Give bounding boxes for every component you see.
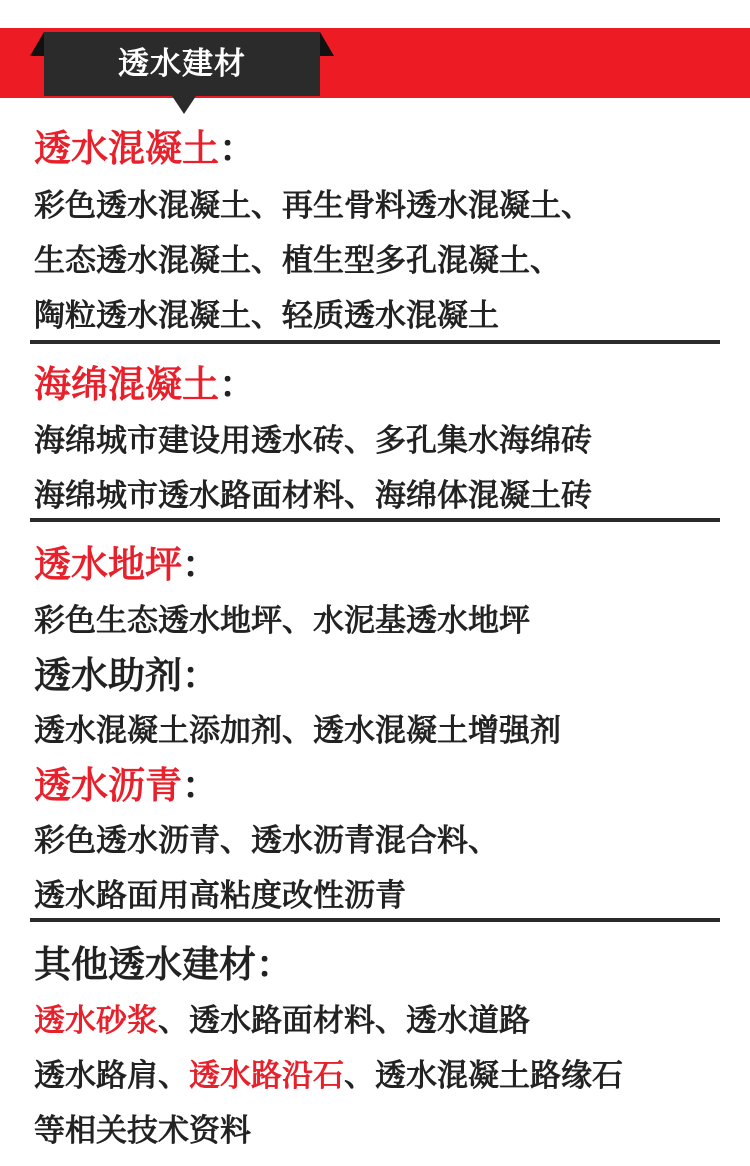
heading-pervious-additive: 透水助剂： [34,654,219,697]
list-item: 透水混凝土添加剂、透水混凝土增强剂 [34,713,561,749]
list-item: 陶粒透水混凝土、轻质透水混凝土 [34,298,499,334]
title-banner [0,28,750,98]
list-item: 彩色生态透水地坪、水泥基透水地坪 [34,603,530,639]
heading-text: 透水沥青 [34,764,182,807]
list-item: 生态透水混凝土、植生型多孔混凝土、 [34,243,561,279]
banner-title: 透水建材 [118,46,246,82]
heading-colon: ： [182,543,219,586]
plain-text: 、透水混凝土路缘石 [344,1058,623,1094]
heading-text: 透水混凝土 [34,127,219,170]
plain-text: 透水路肩、 [34,1058,189,1094]
heading-text: 透水地坪 [34,543,182,586]
list-item: 彩色透水混凝土、再生骨料透水混凝土、 [34,188,592,224]
plain-text: 、透水路面材料、透水道路 [158,1003,530,1039]
list-item: 海绵城市透水路面材料、海绵体混凝土砖 [34,478,592,514]
list-item: 等相关技术资料 [34,1113,251,1149]
list-item: 海绵城市建设用透水砖、多孔集水海绵砖 [34,423,592,459]
highlight-text: 透水砂浆 [34,1003,158,1039]
heading-pervious-concrete [34,118,256,172]
heading-other-materials: 其他透水建材： [34,943,293,986]
heading-colon: ： [182,764,219,807]
tab-fold-left [30,32,44,56]
list-item: 透水路面用高粘度改性沥青 [34,878,406,914]
divider [30,918,720,922]
list-item [34,1050,623,1095]
tab-fold-right [320,32,334,56]
highlight-text: 透水路沿石 [189,1058,344,1094]
divider [30,340,720,344]
heading-sponge-concrete [34,354,256,408]
list-item [34,995,530,1040]
heading-text: 海绵混凝土 [34,363,219,406]
heading-pervious-asphalt [34,755,219,809]
heading-colon: ： [219,127,256,170]
tab-pointer [172,96,196,114]
heading-colon: ： [219,363,256,406]
divider [30,518,720,522]
list-item: 彩色透水沥青、透水沥青混合料、 [34,823,499,859]
heading-pervious-floor [34,534,219,588]
